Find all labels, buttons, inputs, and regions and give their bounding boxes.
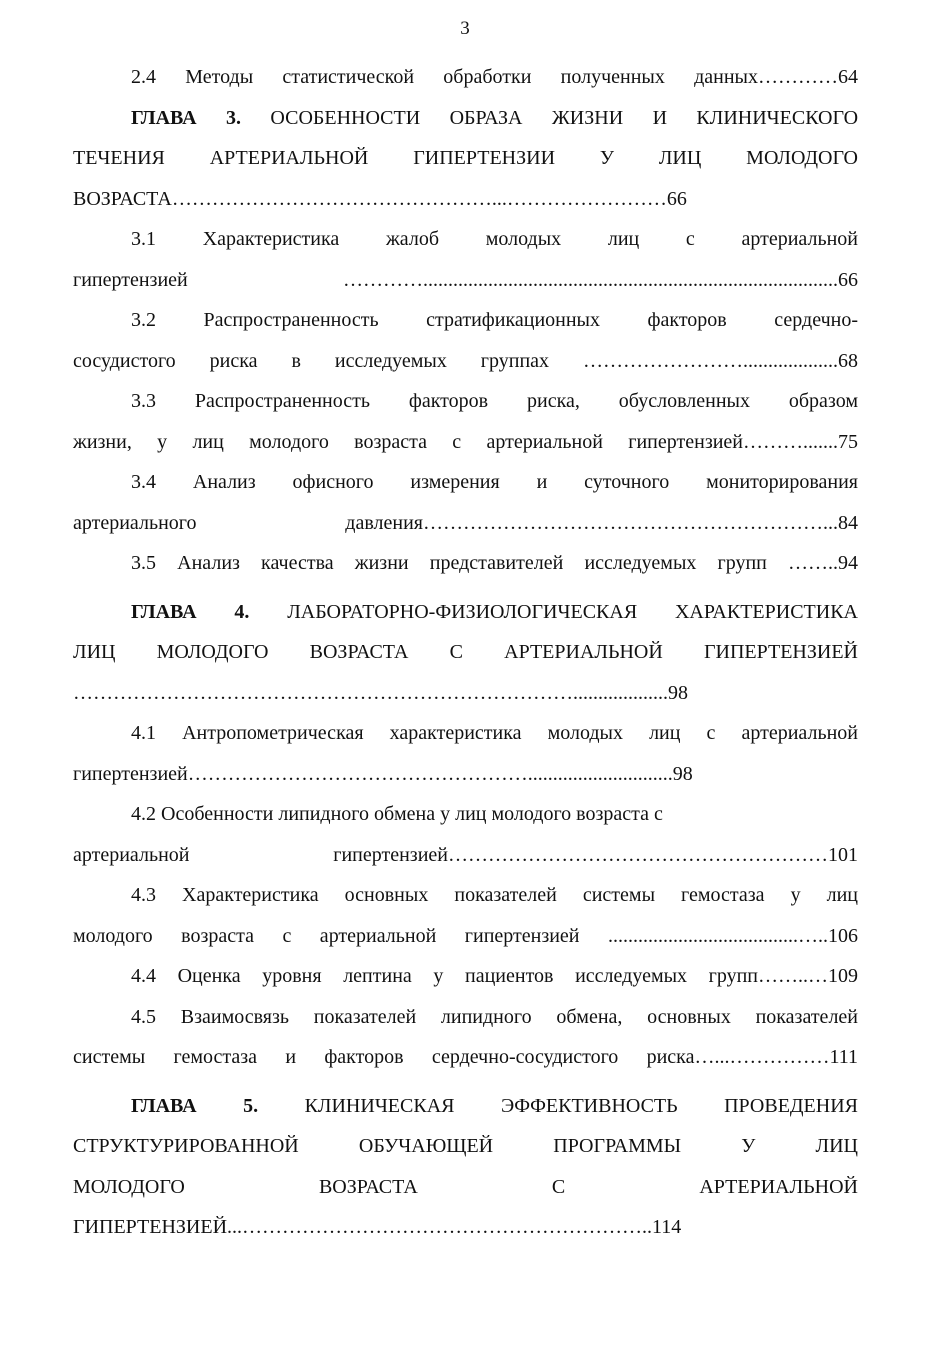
chapter-3-title-line-2: ТЕЧЕНИЯ АРТЕРИАЛЬНОЙ ГИПЕРТЕНЗИИ У ЛИЦ МОЛОДОГО <box>73 147 858 169</box>
toc-entry-4-3-line-1: 4.3 Характеристика основных показателей системы гемостаза у лиц <box>131 884 858 906</box>
toc-entry-3-5: 3.5 Анализ качества жизни представителей исследуемых групп ……..94 <box>131 552 858 574</box>
toc-entry-3-2 <box>73 300 858 381</box>
toc-entry-3-2-line-2: сосудистого риска в исследуемых группах ……………………...................68 <box>73 349 858 372</box>
toc-entry-4-1-line-2: гипертензией…………………………………………….............................98 <box>73 762 693 785</box>
toc-entry-3-3-line-1: 3.3 Распространенность факторов риска, обусловленных образом <box>131 390 858 412</box>
chapter-3-label: ГЛАВА 3. <box>131 106 241 129</box>
toc-entry-4-1-line-1: 4.1 Антропометрическая характеристика молодых лиц с артериальной <box>131 722 858 744</box>
chapter-4-title-line-3: …………………………………………………………………...................98 <box>73 681 688 704</box>
toc-entry-3-4-line-2: артериального давления……………………………………………………...84 <box>73 511 858 534</box>
chapter-4-heading-line-1 <box>73 592 858 633</box>
toc-entry-4-5-line-1: 4.5 Взаимосвязь показателей липидного обмена, основных показателей <box>131 1005 858 1028</box>
table-of-contents <box>73 57 858 1248</box>
toc-entry-4-1 <box>73 713 858 794</box>
toc-entry-4-5 <box>73 997 858 1078</box>
chapter-3-heading-line-1 <box>73 98 858 139</box>
toc-entry-4-5-line-2: системы гемостаза и факторов сердечно-сосудистого риска…...……………111 <box>73 1046 858 1068</box>
toc-entry-3-1-line-1: 3.1 Характеристика жалоб молодых лиц с артериальной <box>131 228 858 250</box>
toc-chapter-5 <box>73 1086 858 1248</box>
toc-chapter-3 <box>73 98 858 220</box>
toc-entry-3-1-line-2: гипертензией …………...................................................................................66 <box>73 268 858 291</box>
toc-entry-2-4: 2.4 Методы статистической обработки полученных данных…………64 <box>131 66 858 88</box>
toc-entry-3-4-line-1: 3.4 Анализ офисного измерения и суточного мониторирования <box>131 471 858 493</box>
toc-entry-3-4 <box>73 462 858 543</box>
chapter-5-title-line-3: МОЛОДОГО ВОЗРАСТА С АРТЕРИАЛЬНОЙ <box>73 1175 858 1198</box>
chapter-4-label: ГЛАВА 4. <box>131 600 250 623</box>
toc-chapter-4 <box>73 592 858 714</box>
chapter-5-title-line-2: СТРУКТУРИРОВАННОЙ ОБУЧАЮЩЕЙ ПРОГРАММЫ У ЛИЦ <box>73 1135 858 1157</box>
toc-entry-4-3 <box>73 875 858 956</box>
chapter-5-title-line-1: КЛИНИЧЕСКАЯ ЭФФЕКТИВНОСТЬ ПРОВЕДЕНИЯ <box>304 1094 859 1117</box>
chapter-3-title-line-1: ОСОБЕННОСТИ ОБРАЗА ЖИЗНИ И КЛИНИЧЕСКОГО <box>270 106 859 129</box>
chapter-5-heading-line-1 <box>73 1086 858 1127</box>
toc-entry-4-4: 4.4 Оценка уровня лептина у пациентов исследуемых групп……..…109 <box>131 965 858 987</box>
toc-entry-3-3 <box>73 381 858 462</box>
chapter-5-label: ГЛАВА 5. <box>131 1094 259 1117</box>
toc-entry-4-2-line-1: 4.2 Особенности липидного обмена у лиц молодого возраста с <box>131 803 663 825</box>
chapter-3-title-line-3: ВОЗРАСТА…………………………………………...……………………66 <box>73 187 687 210</box>
toc-entry-4-3-line-2: молодого возраста с артериальной гипертензией ......................................…..106 <box>73 924 858 947</box>
chapter-4-title-line-2: ЛИЦ МОЛОДОГО ВОЗРАСТА С АРТЕРИАЛЬНОЙ ГИПЕРТЕНЗИЕЙ <box>73 641 858 663</box>
toc-entry-4-2 <box>73 794 858 875</box>
chapter-4-title-line-1: ЛАБОРАТОРНО-ФИЗИОЛОГИЧЕСКАЯ ХАРАКТЕРИСТИКА <box>287 600 858 623</box>
toc-entry-3-1 <box>73 219 858 300</box>
chapter-5-title-line-4: ГИПЕРТЕНЗИЕЙ...……………………………………………………..114 <box>73 1216 682 1238</box>
toc-entry-3-2-line-1: 3.2 Распространенность стратификационных факторов сердечно- <box>131 309 858 331</box>
page-number: 3 <box>460 18 470 39</box>
toc-entry-4-2-line-2: артериальной гипертензией…………………………………………………101 <box>73 843 858 866</box>
toc-entry-3-3-line-2: жизни, у лиц молодого возраста с артериальной гипертензией……….......75 <box>73 430 858 453</box>
